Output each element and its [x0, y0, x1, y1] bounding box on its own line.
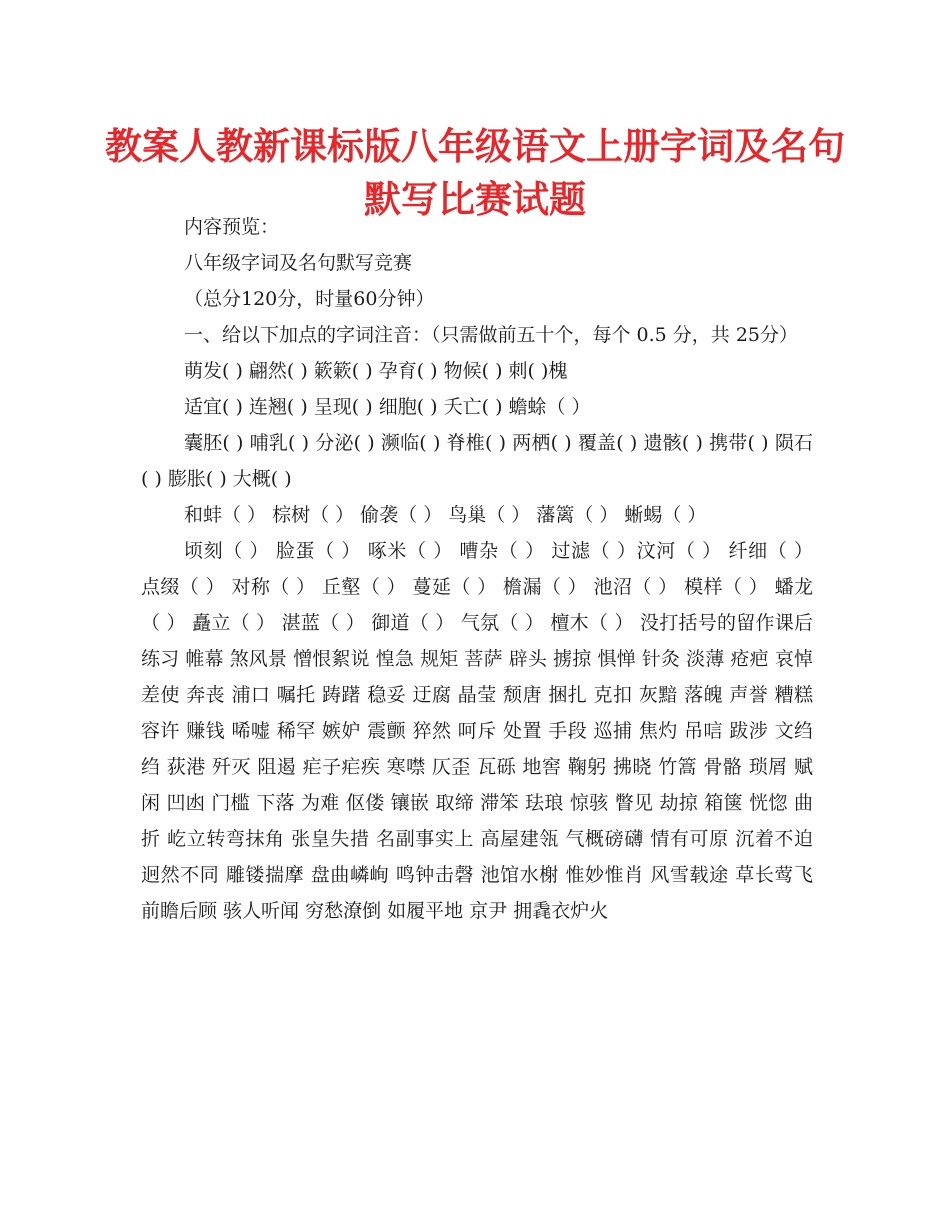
content-label: 内容预览： — [184, 216, 280, 238]
score-time-note: （总分120分，时量60分钟） — [184, 288, 435, 310]
document-title: 教案人教新课标版八年级语文上册字词及名句默写比赛试题 — [105, 125, 845, 221]
section-one-instruction: 一、给以下加点的字词注音：（只需做前五十个，每个 0.5 分，共 25分） — [184, 324, 799, 346]
word-line-3: 囊胚( ) 哺乳( ) 分泌( ) 濒临( ) 脊椎( ) 两栖( ) 覆盖( ) 遗骸( ) 携带( ) 陨石( ) 膨胀( ) 大概( ) — [141, 432, 813, 490]
document-body — [141, 209, 813, 929]
word-line-4: 和蚌（ ） 棕树（ ） 偷袭（ ） 鸟巢（ ） 藩篱（ ） 蜥蜴（ ） — [184, 504, 707, 526]
word-line-1: 萌发( ) 翩然( ) 簌簌( ) 孕育( ) 物候( ) 刺( )槐 — [184, 360, 568, 382]
competition-title: 八年级字词及名句默写竞赛 — [184, 252, 413, 274]
word-line-2: 适宜( ) 连翘( ) 呈现( ) 细胞( ) 夭亡( ) 蟾蜍（ ） — [184, 396, 591, 418]
word-list-block: 顷刻（ ） 脸蛋（ ） 啄米（ ） 嘈杂（ ） 过滤（ ）汶河（ ） 纤细（ ） 点缀（ ） 对称（ ） 丘壑（ ） 蔓延（ ） 檐漏（ ） 池沼（ ） 模样（ ） 蟠龙（ ） 矗立（ ） 湛蓝（ ） 御道（ ） 气氛（ ） 檀木（ ） 没打括号的留作课后练习 帷幕 煞风景 憎恨絮说 惶急 规矩 菩萨 辟头 掳掠 惧惮 针灸 淡薄 疮疤 哀悼 差使 奔丧 浦口 嘱托 踌躇 稳妥 迂腐 晶莹 颓唐 捆扎 克扣 灰黯 落魄 声誉 糟糕 容许 赚钱 唏嘘 稀罕 嫉妒 震颤 猝然 呵斥 处置 手段 巡捕 焦灼 吊唁 跋涉 文绉绉 荻港 歼灭 阻遏 疟子疟疾 寒噤 仄歪 瓦砾 地窖 鞠躬 拂晓 竹篙 骨骼 琐屑 赋闲 凹凼 门槛 下落 为难 伛偻 镶嵌 取缔 滞笨 珐琅 惊骇 瞥见 劫掠 箱箧 恍惚 曲折 屹立转弯抹角 张皇失措 名副事实上 高屋建瓴 气概磅礴 情有可原 沉着不迫 迥然不同 雕镂揣摩 盘曲嶙峋 鸣钟击磬 池馆水榭 惟妙惟肖 风雪载途 草长莺飞 前瞻后顾 骇人听闻 穷愁潦倒 如履平地 京尹 拥毳衣炉火 — [141, 540, 813, 922]
